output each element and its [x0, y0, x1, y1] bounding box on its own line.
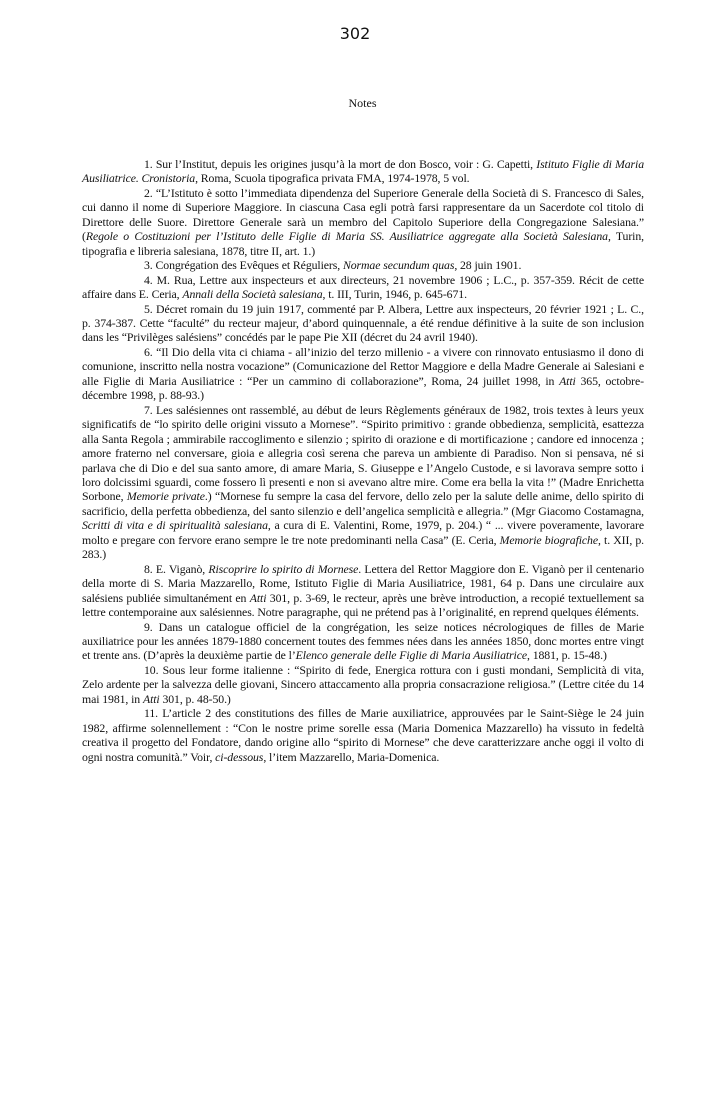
- section-title: Notes: [348, 96, 377, 110]
- footnote-text: , Turin, tipografia e libreria salesiana, 1878, titre II, art. 1.): [82, 229, 645, 258]
- footnote-text: , l’item Mazzarello, Maria-Domenica.: [263, 749, 440, 764]
- footnote: [82, 706, 644, 764]
- footnote: [82, 403, 644, 562]
- footnote: [82, 663, 644, 706]
- footnote-italic-text: Annali della Società salesiana: [182, 287, 323, 302]
- footnote-italic-text: Atti: [559, 373, 576, 388]
- footnote-italic-text: Atti: [249, 590, 267, 605]
- footnote-italic-text: Memorie biografiche: [499, 532, 598, 547]
- footnote-italic-text: Istituto Figlie di Maria Ausiliatrice. Cronistoria: [82, 157, 644, 186]
- footnote-text: .) “Mornese fu sempre la casa del fervore, dello zelo per la salute delle anime, dello spirito di sacrificio, della perfetta obbedienza, del santo silenzio e dell’angelica semplicità e allegria.” (Mgr Giacomo Costamagna,: [82, 489, 645, 518]
- footnote: [82, 302, 644, 345]
- footnote-italic-text: Memorie private: [126, 489, 205, 504]
- footnote-italic-text: Scritti di vita e di spiritualità salesiana: [82, 518, 268, 533]
- footnote-italic-text: ci-dessous: [215, 749, 264, 764]
- footnote-text: . Lettera del Rettor Maggiore don E. Viganò per il centenario della morte di S. Maria Mazzarello, Rome, Istituto Figlie di Maria Ausiliatrice, 1981, 64 p. Dans une circulaire aux salésiens publiée simultanément en: [82, 561, 645, 605]
- footnote-text: 301, p. 3-69, le recteur, après une brève introduction, a recopié textuellement sa lettre contemporaine aux salésiennes. Notre paragraphe, qui ne prétend pas à l’originalité, en reprend quelques éléments.: [82, 590, 644, 620]
- footnote-text: , Roma, Scuola tipografica privata FMA, 1974-1978, 5 vol.: [195, 171, 470, 186]
- footnote: [82, 186, 644, 258]
- footnote-italic-text: Regole o Costituzioni per l’Istituto delle Figlie di Maria SS. Ausiliatrice aggregate alla Società Salesiana: [85, 229, 608, 244]
- page-number: 302: [339, 24, 371, 43]
- footnote-text: 1. Sur l’Institut, depuis les origines jusqu’à la mort de don Bosco, voir : G. Capetti,: [144, 157, 537, 171]
- footnote: [82, 620, 644, 663]
- footnote-text: 365, octobre-décembre 1998, p. 88-93.): [82, 373, 644, 403]
- footnote-text: , t. XII, p. 283.): [82, 532, 644, 562]
- footnote: [82, 273, 644, 302]
- footnote-text: 6. “Il Dio della vita ci chiama - all’inizio del terzo millenio - a vivere con rinnovato entusiasmo il dono di comunione, inscritto nella nostra vocazione” (Comunicazione del Rettor Maggiore e della Madre Generale ai Salesiani e alle Figlie di Maria Ausiliatrice : “Per un cammino di collaborazione”, Roma, 24 juillet 1998, in: [82, 344, 644, 388]
- footnote-italic-text: Normae secundum quas: [342, 258, 455, 273]
- footnote-text: , a cura di E. Valentini, Rome, 1979, p. 204.) “ ... vivere poveramente, lavorare molto e pregare con fervore erano sempre le tre note predominanti nella Casa” (E. Ceria,: [82, 518, 644, 547]
- footnote-text: 3. Congrégation des Evêques et Réguliers,: [144, 258, 343, 273]
- footnote: [82, 258, 644, 272]
- footnote-text: , 1881, p. 15-48.): [527, 648, 607, 663]
- footnote-text: , t. III, Turin, 1946, p. 645-671.: [322, 287, 467, 302]
- footnote-text: 10. Sous leur forme italienne : “Spirito di fede, Energica rottura con i gusti mondani, Semplicità di vita, Zelo ardente per la salvezza delle giovani, Sincero attaccamento alla propria consacrazione religiosa.” (Lettre citée du 14 mai 1981, in: [82, 662, 644, 706]
- footnote: [82, 157, 644, 186]
- footnote-text: 301, p. 48-50.): [159, 691, 231, 706]
- notes-list: [82, 157, 644, 764]
- footnote-text: 7. Les salésiennes ont rassemblé, au début de leurs Règlements généraux de 1982, trois textes à leurs yeux significatifs de “lo spirito delle origini vissuto a Mornese”. “Spirito primitivo : grande obbedienza, semplicità, esattezza alla Santa Regola ; ammirabile raccoglimento e silenzio ; spirito di orazione e di mortificazione ; candore ed innocenza ; amore fraterno nel conversare, gioia e allegria così serena che pareva un ambiente di Paradiso. Non si pensava, né si parlava che di Dio e del sua santo amore, di amare Maria, S. Giuseppe e l’Angelo Custode, e si lavorava sempre sotto i loro dolcissimi sguardi, come fossero lì presenti e non si avevano altre mire. Come era bella la vita !” (Madre Enrichetta Sorbone,: [82, 402, 644, 504]
- footnote-italic-text: Riscoprire lo spirito di Mornese: [208, 561, 359, 576]
- footnote-text: 11. L’article 2 des constitutions des filles de Marie auxiliatrice, approuvées par le Saint-Siège le 24 juin 1982, affirme solennellement : “Con le nostre prime sorelle essa (Maria Domenica Mazzarello) ha vissuto in fedeltà creativa il progetto del Fondatore, dando origine allo “spirito di Mornese” che deve caratterizzare anche oggi il volto di ogni nostra comunità.” Voir,: [82, 706, 644, 764]
- footnote-text: 5. Décret romain du 19 juin 1917, commenté par P. Albera, Lettre aux inspecteurs, 20 février 1921 ; L. C., p. 374-387. Cette “faculté” du recteur majeur, d’abord quinquennale, a été rendue définitive à la suite de son inclusion dans les “Privilèges salésiens” concédés par le pape Pie XII (décret du 24 avril 1940).: [82, 301, 644, 345]
- footnote: [82, 562, 644, 620]
- footnote-text: 2. “L’Istituto è sotto l’immediata dipendenza del Superiore Generale della Società di S. Francesco di Sales, cui danno il nome di Superiore Maggiore. In ciascuna Casa egli potrà farsi rappresentare da un Sacerdote col titolo di Direttore delle Suore. Direttore Generale sarà un membro del Capitolo Superiore della Congregazione Salesiana.” (: [82, 185, 644, 244]
- footnote-italic-text: Elenco generale delle Figlie di Maria Ausiliatrice: [295, 648, 527, 663]
- footnote-text: , 28 juin 1901.: [454, 258, 522, 273]
- footnote-text: 9. Dans un catalogue officiel de la congrégation, les seize notices nécrologiques de filles de Marie auxiliatrice pour les années 1879-1880 concernent toutes des femmes nées dans les années 1850, donc mortes entre vingt et trente ans. (D’après la deuxième partie de l’: [82, 619, 644, 663]
- footnote-text: 4. M. Rua, Lettre aux inspecteurs et aux directeurs, 21 novembre 1906 ; L.C., p. 357-359. Récit de cette affaire dans E. Ceria,: [82, 272, 644, 302]
- footnote-text: 8. E. Viganò,: [144, 561, 209, 576]
- footnote-italic-text: Atti: [142, 691, 160, 706]
- footnote: [82, 345, 644, 403]
